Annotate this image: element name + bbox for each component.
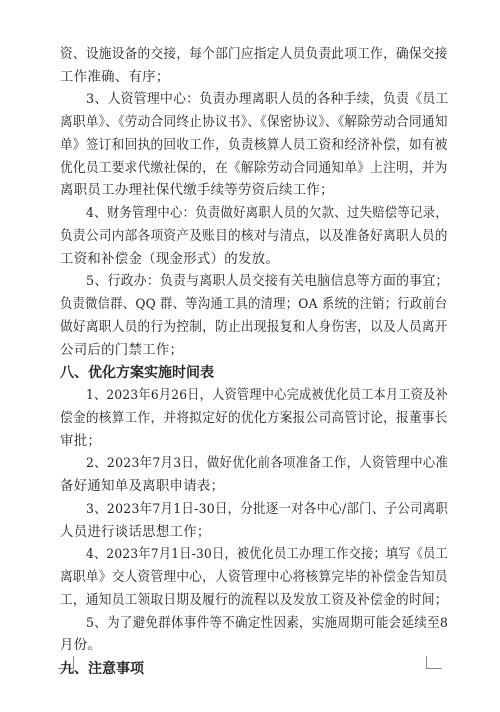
text-line: 离职单》交人资管理中心，人资管理中心将核算完毕的补偿金告知员: [60, 570, 448, 586]
text-line: 月份。: [60, 638, 102, 654]
section-heading-8: 八、优化方案实施时间表: [60, 365, 214, 382]
text-line: 5、为了避免群体事件等不确定性因素，实施周期可能会延续至8: [86, 615, 449, 631]
text-line: 工作准确、有序；: [60, 69, 170, 85]
text-line: 1、2023年6月26日，人资管理中心完成被优化员工本月工资及补: [86, 388, 449, 404]
text-line: 资、设施设备的交接，每个部门应指定人员负责此项工作，确保交接: [60, 47, 448, 62]
text-line: 5、行政办：负责与离职人员交接有关电脑信息等方面的事宜；: [86, 274, 449, 290]
text-line: 4、2023年7月1日-30日，被优化员工办理工作交接；填写《员工: [86, 547, 448, 563]
text-line: 偿金的核算工作，并将拟定好的优化方案报公司高管讨论，报董事长: [60, 410, 448, 426]
crop-mark-bottom-right-v: [426, 656, 427, 669]
text-line: 备好通知单及离职申请表；: [60, 479, 225, 495]
text-line: 3、2023年7月1日-30日，分批逐一对各中心/部门、子公司离职: [86, 501, 449, 517]
text-line: 审批；: [60, 433, 102, 449]
text-line: 负责公司内部各项资产及账目的核对与清点，以及准备好离职人员的: [60, 228, 448, 244]
text-line: 人员进行谈话思想工作；: [60, 524, 211, 540]
text-line: 4、财务管理中心：负责做好离职人员的欠款、过失赔偿等记录，: [86, 206, 448, 222]
text-line: 负责微信群、QQ 群、等沟通工具的清理；OA 系统的注销；行政前台: [60, 297, 448, 313]
text-line: 离职单》、《劳动合同终止协议书》、《保密协议》、《解除劳动合同通知: [60, 115, 448, 131]
text-line: 3、人资管理中心：负责办理离职人员的各种手续，负责《员工: [86, 92, 449, 108]
crop-mark-bottom-right-h: [426, 668, 442, 669]
text-line: 工资和补偿金（现金形式）的发放。: [60, 251, 280, 267]
text-line: 公司后的门禁工作；: [60, 342, 184, 358]
section-heading-9: 九、注意事项: [60, 661, 144, 677]
text-line: 做好离职人员的行为控制，防止出现报复和人身伤害，以及人员离开: [60, 319, 448, 335]
text-line: 工，通知员工领取日期及履行的流程以及发放工资及补偿金的时间；: [60, 592, 448, 608]
text-line: 2、2023年7月3日，做好优化前各项准备工作，人资管理中心准: [86, 456, 449, 472]
text-line: 优化员工要求代缴社保的，在《解除劳动合同通知单》上注明，并为: [60, 160, 448, 176]
text-line: 离职员工办理社保代缴手续等劳资后续工作；: [60, 183, 334, 199]
text-line: 单》签订和回执的回收工作，负责核算人员工资和经济补偿，如有被: [60, 137, 448, 153]
